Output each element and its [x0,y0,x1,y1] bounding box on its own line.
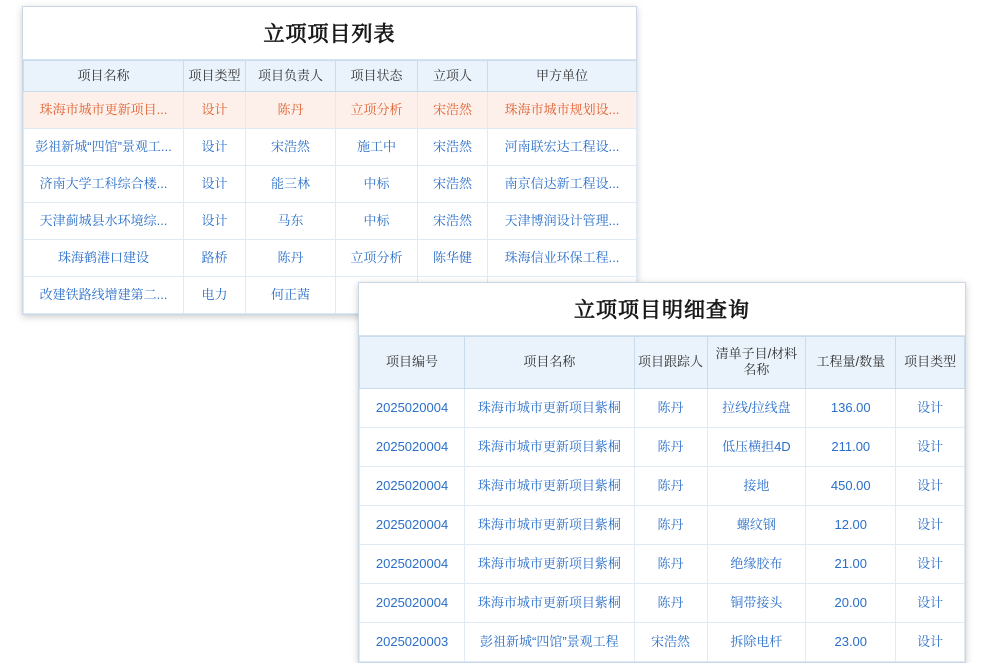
cell-material-name: 螺纹钢 [707,505,806,544]
cell-project-manager: 宋浩然 [246,129,336,166]
column-header-project-code[interactable]: 项目编号 [360,337,465,389]
table-header-row [24,61,637,92]
cell-project-type: 设计 [896,427,965,466]
column-header-project-name[interactable]: 项目名称 [465,337,634,389]
cell-material-name: 拉线/拉线盘 [707,388,806,427]
column-header-project-status[interactable]: 项目状态 [336,61,418,92]
table-row[interactable] [24,92,637,129]
cell-project-type: 设计 [896,505,965,544]
cell-initiator: 宋浩然 [418,166,488,203]
cell-project-name: 珠海市城市更新项目紫桐 [465,427,634,466]
cell-project-code: 2025020004 [360,583,465,622]
cell-project-type: 设计 [184,203,246,240]
table-row[interactable] [24,203,637,240]
cell-project-manager: 陈丹 [246,240,336,277]
cell-project-type: 设计 [896,466,965,505]
cell-project-type: 设计 [896,388,965,427]
cell-project-name: 改建铁路线增建第二... [24,277,184,314]
cell-project-type: 设计 [184,166,246,203]
cell-project-type: 设计 [896,622,965,661]
cell-tracker: 陈丹 [634,505,707,544]
cell-project-status: 中标 [336,203,418,240]
column-header-material-name[interactable]: 清单子目/材料名称 [707,337,806,389]
cell-material-name: 低压横担4D [707,427,806,466]
cell-project-type: 路桥 [184,240,246,277]
table-row[interactable] [24,129,637,166]
cell-project-manager: 何正茜 [246,277,336,314]
cell-client-unit: 天津博润设计管理... [488,203,637,240]
column-header-project-manager[interactable]: 项目负责人 [246,61,336,92]
cell-material-name: 拆除电杆 [707,622,806,661]
cell-tracker: 陈丹 [634,388,707,427]
cell-quantity: 23.00 [806,622,896,661]
table-row[interactable] [360,388,965,427]
cell-client-unit: 南京信达新工程设... [488,166,637,203]
cell-project-type: 设计 [184,92,246,129]
cell-project-name: 珠海市城市更新项目... [24,92,184,129]
cell-quantity: 136.00 [806,388,896,427]
table-row[interactable] [360,505,965,544]
cell-project-code: 2025020004 [360,427,465,466]
cell-project-status: 立项分析 [336,240,418,277]
cell-project-name: 珠海市城市更新项目紫桐 [465,505,634,544]
cell-project-name: 天津蓟城县水环境综... [24,203,184,240]
cell-project-name: 彭祖新城“四馆”景观工程 [465,622,634,661]
cell-project-type: 设计 [184,129,246,166]
cell-material-name: 绝缘胶布 [707,544,806,583]
cell-project-manager: 陈丹 [246,92,336,129]
cell-material-name: 接地 [707,466,806,505]
project-detail-table [359,336,965,662]
cell-project-manager: 马东 [246,203,336,240]
cell-project-type: 电力 [184,277,246,314]
cell-project-code: 2025020004 [360,544,465,583]
cell-tracker: 陈丹 [634,466,707,505]
column-header-tracker[interactable]: 项目跟踪人 [634,337,707,389]
cell-project-status: 施工中 [336,129,418,166]
project-list-window [22,6,637,315]
cell-initiator: 陈华健 [418,240,488,277]
cell-project-name: 珠海鹤港口建设 [24,240,184,277]
table-row[interactable] [360,466,965,505]
cell-project-name: 珠海市城市更新项目紫桐 [465,466,634,505]
cell-project-name: 彭祖新城“四馆”景观工... [24,129,184,166]
cell-quantity: 21.00 [806,544,896,583]
cell-project-manager: 能三林 [246,166,336,203]
cell-tracker: 陈丹 [634,544,707,583]
cell-initiator: 宋浩然 [418,92,488,129]
cell-project-type: 设计 [896,544,965,583]
cell-quantity: 12.00 [806,505,896,544]
cell-tracker: 宋浩然 [634,622,707,661]
cell-project-code: 2025020003 [360,622,465,661]
cell-tracker: 陈丹 [634,427,707,466]
cell-project-name: 济南大学工科综合楼... [24,166,184,203]
table-header-row [360,337,965,389]
cell-material-name: 铜带接头 [707,583,806,622]
project-detail-title: 立项项目明细查询 [359,283,965,336]
column-header-client-unit[interactable]: 甲方单位 [488,61,637,92]
cell-initiator: 宋浩然 [418,129,488,166]
column-header-project-type[interactable]: 项目类型 [184,61,246,92]
cell-client-unit: 珠海信业环保工程... [488,240,637,277]
project-list-table [23,60,637,314]
table-row[interactable] [24,240,637,277]
column-header-quantity[interactable]: 工程量/数量 [806,337,896,389]
cell-client-unit: 珠海市城市规划设... [488,92,637,129]
cell-initiator: 宋浩然 [418,203,488,240]
table-row[interactable] [360,544,965,583]
cell-project-status: 中标 [336,166,418,203]
column-header-project-name[interactable]: 项目名称 [24,61,184,92]
cell-tracker: 陈丹 [634,583,707,622]
project-detail-window [358,282,966,663]
cell-project-code: 2025020004 [360,466,465,505]
cell-project-name: 珠海市城市更新项目紫桐 [465,544,634,583]
table-row[interactable] [24,166,637,203]
cell-quantity: 211.00 [806,427,896,466]
cell-project-code: 2025020004 [360,388,465,427]
cell-project-status: 立项分析 [336,92,418,129]
table-row[interactable] [360,583,965,622]
project-list-title: 立项项目列表 [23,7,636,60]
column-header-initiator[interactable]: 立项人 [418,61,488,92]
cell-project-type: 设计 [896,583,965,622]
cell-client-unit: 河南联宏达工程设... [488,129,637,166]
cell-project-code: 2025020004 [360,505,465,544]
cell-quantity: 20.00 [806,583,896,622]
cell-project-name: 珠海市城市更新项目紫桐 [465,388,634,427]
cell-project-name: 珠海市城市更新项目紫桐 [465,583,634,622]
cell-quantity: 450.00 [806,466,896,505]
table-row[interactable] [360,427,965,466]
column-header-project-type[interactable]: 项目类型 [896,337,965,389]
table-row[interactable] [360,622,965,661]
